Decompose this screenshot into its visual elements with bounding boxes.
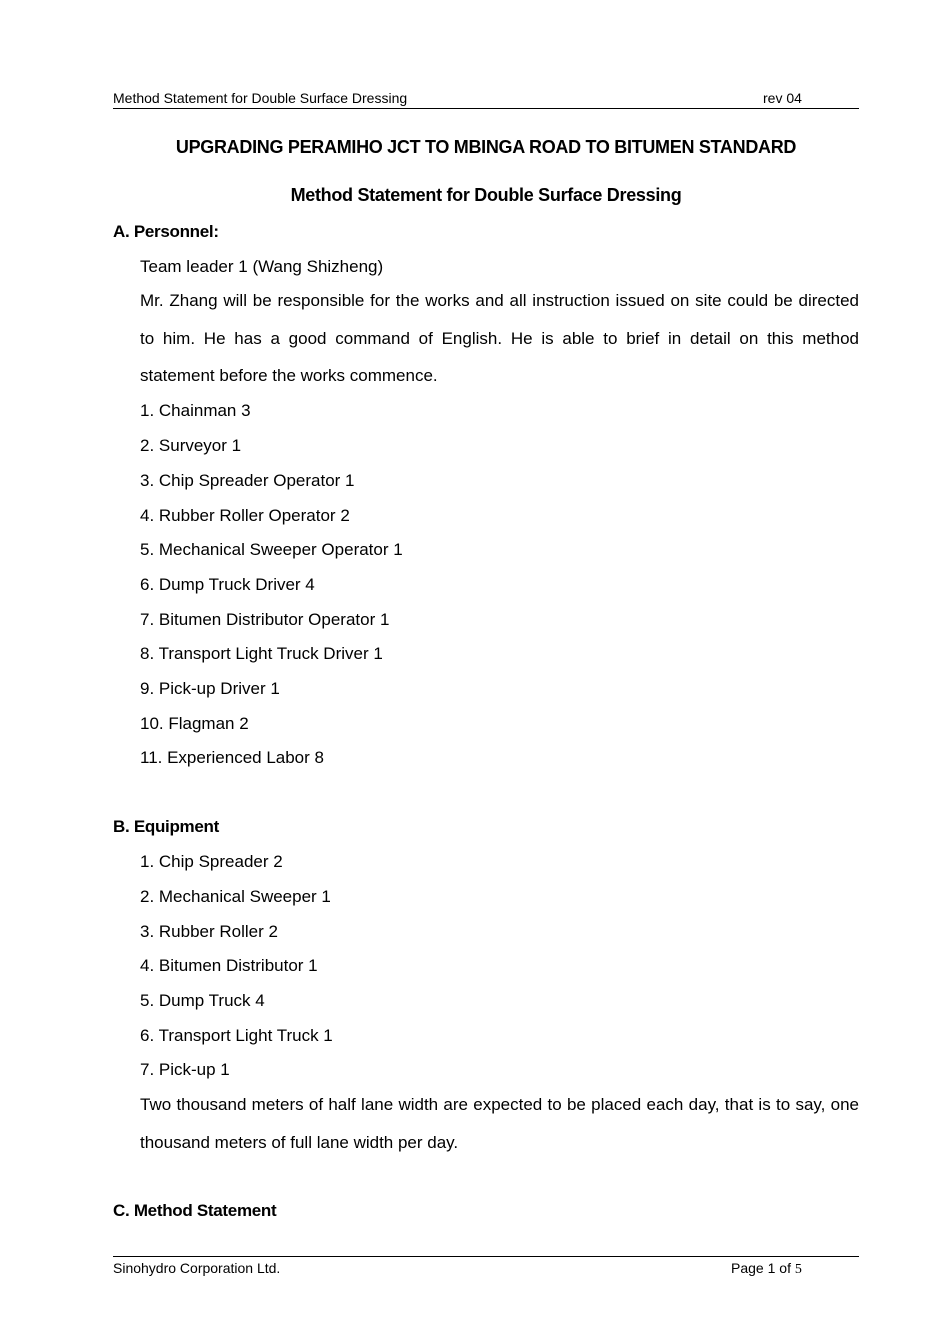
page-footer [113,1256,859,1277]
header-revision: rev 04 [763,90,802,106]
list-item: 5. Dump Truck 4 [140,991,265,1010]
list-item: 3. Rubber Roller 2 [140,922,278,941]
list-item: 7. Pick-up 1 [140,1060,230,1079]
list-item: 5. Mechanical Sweeper Operator 1 [140,540,403,559]
list-item: 11. Experienced Labor 8 [140,748,324,767]
page-current: 1 [767,1260,776,1276]
list-item: 4. Bitumen Distributor 1 [140,956,318,975]
page-total: 5 [794,1262,802,1277]
list-item: 2. Mechanical Sweeper 1 [140,887,331,906]
page-header [113,90,859,109]
document-subtitle: Method Statement for Double Surface Dressing [290,185,682,205]
footer-company: Sinohydro Corporation Ltd. [113,1260,281,1276]
list-item: 10. Flagman 2 [140,714,249,733]
section-a-heading: A. Personnel: [113,222,219,241]
list-item: 4. Rubber Roller Operator 2 [140,506,350,525]
page-prefix: Page [731,1260,768,1276]
list-item: 6. Transport Light Truck 1 [140,1026,333,1045]
page-of: of [775,1260,795,1276]
list-item: 6. Dump Truck Driver 4 [140,575,315,594]
section-b-paragraph: Two thousand meters of half lane width are expected to be placed each day, that is to say, one thousand meters of full lane width per day. [140,1095,859,1152]
section-a-paragraph: Mr. Zhang will be responsible for the works and all instruction issued on site could be directed to him. He has a good command of English. He is able to brief in detail on this method statement before the works commence. [140,291,859,385]
list-item: 3. Chip Spreader Operator 1 [140,471,355,490]
list-item: 7. Bitumen Distributor Operator 1 [140,610,390,629]
list-item: 2. Surveyor 1 [140,436,242,455]
document-title: UPGRADING PERAMIHO JCT TO MBINGA ROAD TO BITUMEN STANDARD [175,137,797,157]
list-item: 8. Transport Light Truck Driver 1 [140,644,383,663]
team-leader-line: Team leader 1 (Wang Shizheng) [140,257,384,276]
list-item: 1. Chainman 3 [140,401,251,420]
header-title: Method Statement for Double Surface Dressing [113,90,408,106]
page-number [731,1260,802,1278]
section-b-heading: B. Equipment [113,817,219,836]
section-c-heading: C. Method Statement [113,1201,277,1220]
list-item: 1. Chip Spreader 2 [140,852,283,871]
list-item: 9. Pick-up Driver 1 [140,679,280,698]
